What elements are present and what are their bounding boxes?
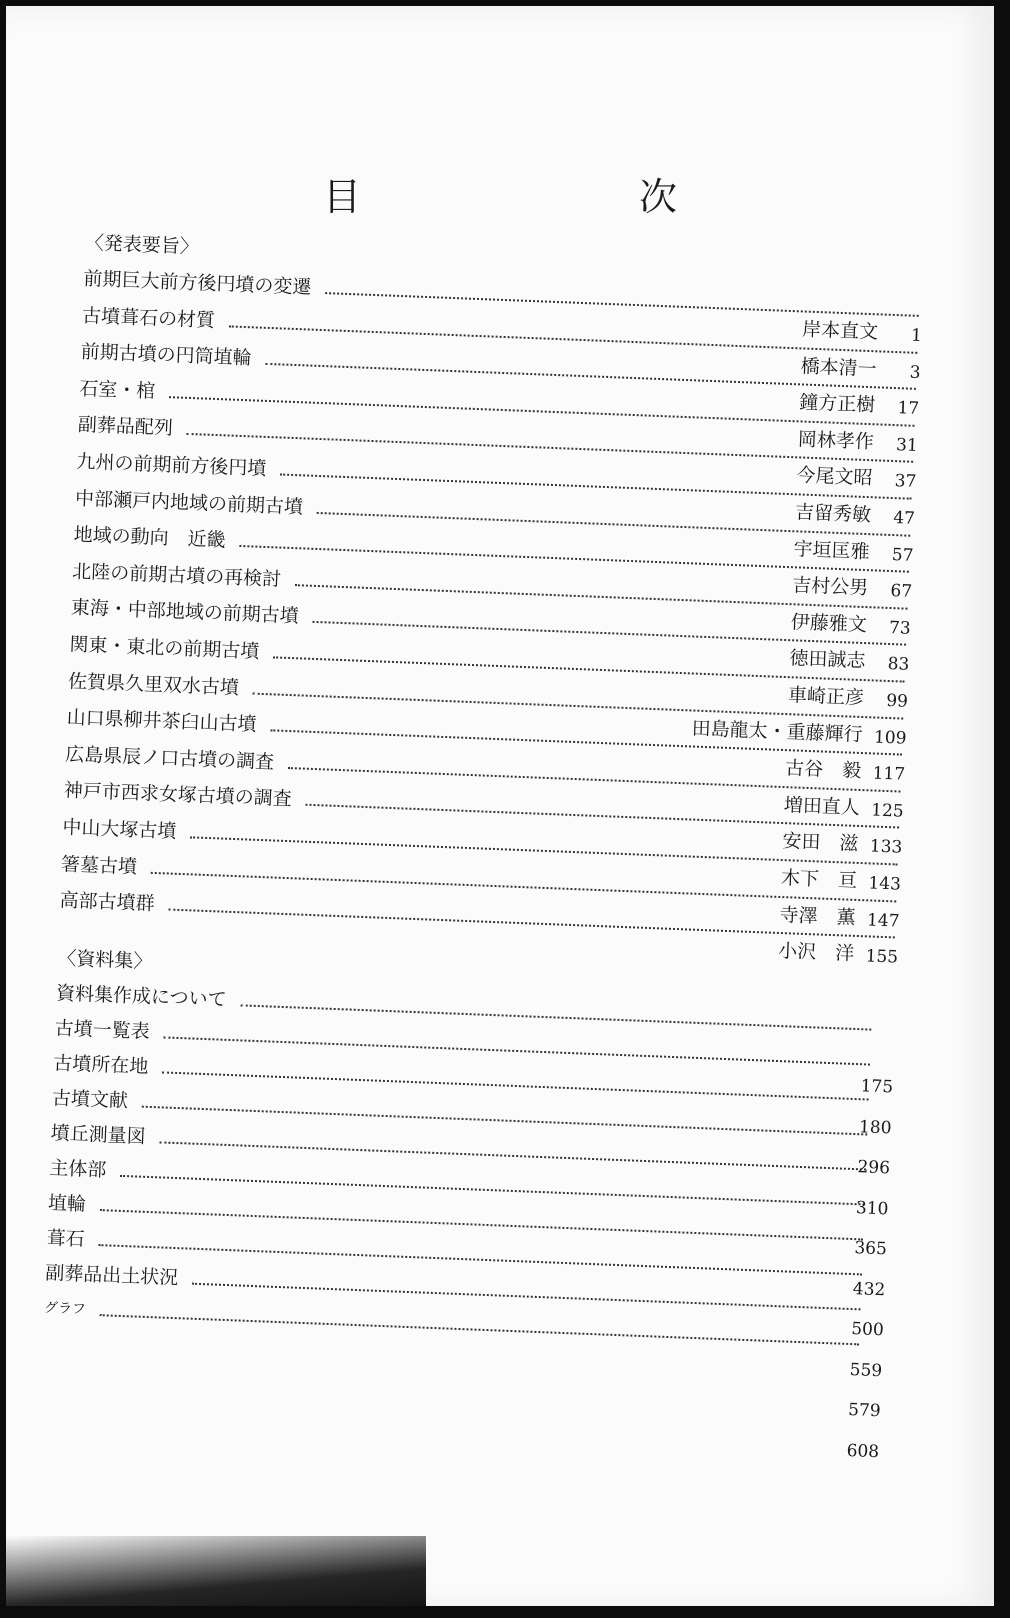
toc-entry-title: 山口県柳井茶臼山古墳 — [66, 706, 257, 736]
toc-entry-title: 古墳所在地 — [52, 1052, 149, 1078]
toc-entry-title: 中部瀬戸内地域の前期古墳 — [74, 487, 304, 518]
toc-author-entry — [578, 413, 919, 456]
page-title: 目 次 — [322, 175, 797, 219]
page-number: 143 — [868, 873, 902, 895]
page-number: 1 — [910, 325, 923, 347]
toc-author-entry — [575, 486, 916, 529]
page-number: 47 — [892, 508, 916, 529]
page-number: 432 — [852, 1278, 886, 1300]
toc-entry-title: 主体部 — [48, 1157, 107, 1182]
author-name: 安田 滋 — [781, 830, 859, 856]
page-number: 155 — [865, 946, 899, 968]
toc-entry-title: 墳丘測量図 — [50, 1122, 147, 1148]
page-number: 17 — [897, 398, 920, 420]
toc-entry-title: 地域の動向 近畿 — [73, 523, 227, 552]
page-number: 365 — [854, 1238, 888, 1260]
page-number: 500 — [850, 1319, 885, 1341]
toc-author-entry — [561, 852, 902, 895]
author-name: 小沢 洋 — [777, 940, 855, 966]
author-name: 今尾文昭 — [796, 464, 873, 490]
toc-author-entry — [558, 925, 899, 968]
author-name: 車崎正彦 — [787, 684, 865, 710]
toc-entry-title: 古墳葺石の材質 — [81, 304, 216, 332]
toc-author-entry — [562, 815, 903, 858]
toc-author-entry — [576, 449, 917, 492]
toc-entry-title: 副葬品出土状況 — [44, 1262, 179, 1290]
page-number: 147 — [866, 909, 900, 932]
section-label-materials: 〈資料集〉 — [56, 947, 153, 973]
toc-author-entry — [568, 669, 909, 712]
page-number: 175 — [860, 1076, 894, 1098]
author-name: 田島龍太・重藤輝行 — [691, 717, 864, 746]
section-label-presentations: 〈発表要旨〉 — [84, 231, 200, 259]
page-number: 579 — [847, 1399, 882, 1422]
toc-entry-title: 副葬品配列 — [77, 414, 174, 440]
author-name: 木下 亘 — [780, 867, 858, 892]
toc-entry-title: 東海・中部地域の前期古墳 — [70, 596, 300, 628]
page-number: 67 — [890, 581, 913, 603]
page-number: 310 — [855, 1197, 889, 1219]
toc-entry-title: グラフ — [43, 1300, 87, 1318]
page-number: 73 — [888, 617, 912, 639]
toc-entry-title: 中山大塚古墳 — [62, 816, 177, 843]
toc-body — [33, 6, 974, 1606]
page-number: 296 — [857, 1157, 891, 1179]
author-name: 岸本直文 — [801, 318, 879, 344]
toc-author-entry — [571, 596, 912, 639]
toc-entry-title: 神戸市西求女塚古墳の調査 — [63, 779, 293, 811]
page-number: 99 — [885, 690, 909, 712]
author-name: 古谷 毅 — [784, 757, 862, 783]
page-number: 125 — [870, 800, 905, 822]
toc-entry-title: 佐賀県久里双水古墳 — [67, 670, 240, 699]
toc-author-entry — [572, 559, 913, 602]
toc-author-entry — [580, 340, 921, 383]
toc-entry-title: 箸墓古墳 — [60, 852, 138, 878]
toc-author-entry — [582, 303, 923, 346]
toc-entry-title: 前期古墳の円筒埴輪 — [80, 340, 253, 370]
page-number: 559 — [849, 1359, 883, 1381]
toc-author-entry — [579, 376, 920, 419]
page-number: 109 — [873, 727, 907, 749]
author-name: 宇垣匡雅 — [793, 537, 871, 563]
page-number: 31 — [895, 434, 919, 456]
toc-entry-title: 古墳一覧表 — [54, 1017, 151, 1043]
page-number: 57 — [891, 544, 914, 566]
toc-entry-title: 石室・棺 — [78, 377, 156, 403]
toc-author-entry — [565, 742, 906, 785]
author-name: 徳田誠志 — [789, 647, 866, 673]
leader-dots — [100, 1313, 860, 1345]
document-page — [6, 6, 994, 1606]
toc-entry-title: 葺石 — [46, 1227, 86, 1251]
page-number: 3 — [909, 362, 921, 383]
toc-entry-title: 埴輪 — [47, 1192, 87, 1216]
toc-author-entry — [566, 705, 907, 748]
toc-author-entry — [573, 522, 914, 565]
scan-shadow — [6, 1536, 426, 1606]
toc-entry-title: 前期巨大前方後円墳の変遷 — [83, 267, 312, 299]
author-name: 寺澤 薫 — [779, 903, 856, 929]
toc-entry-title: 北陸の前期古墳の再検討 — [71, 560, 282, 591]
author-name: 吉村公男 — [791, 574, 869, 600]
author-name: 鐘方正樹 — [798, 391, 876, 417]
page-number: 117 — [872, 763, 906, 785]
toc-author-entry — [559, 888, 900, 931]
author-name: 橋本清一 — [800, 354, 878, 380]
toc-entry-title: 高部古墳群 — [59, 889, 156, 916]
author-list — [555, 25, 933, 1037]
toc-entry-title: 九州の前期前方後円墳 — [76, 450, 267, 480]
toc-author-entry — [569, 632, 910, 675]
page-number: 83 — [887, 654, 910, 676]
page-number: 37 — [894, 471, 917, 493]
page-number: 133 — [869, 836, 903, 859]
toc-entry-title: 古墳文献 — [51, 1087, 129, 1113]
page-number: 608 — [846, 1440, 880, 1462]
toc-entry-title: 関東・東北の前期古墳 — [69, 633, 260, 663]
author-name: 増田直人 — [783, 793, 861, 819]
author-name: 伊藤雅文 — [790, 611, 868, 636]
page-number: 180 — [858, 1116, 892, 1138]
toc-entry-title: 資料集作成について — [55, 982, 227, 1011]
author-name: 岡林孝作 — [797, 428, 875, 454]
toc-entry-title: 広島県辰ノ口古墳の調査 — [64, 743, 275, 774]
toc-author-entry — [564, 778, 905, 821]
author-name: 吉留秀敏 — [794, 501, 872, 527]
